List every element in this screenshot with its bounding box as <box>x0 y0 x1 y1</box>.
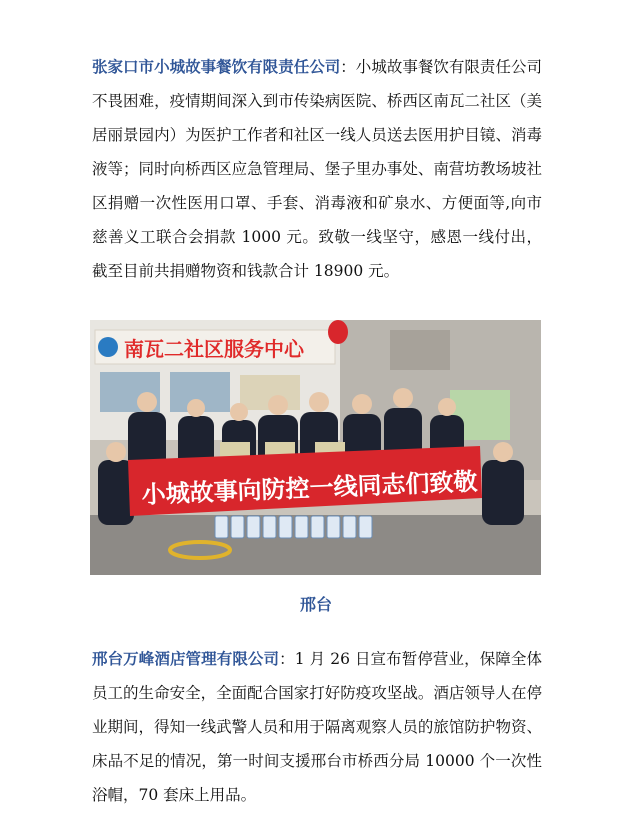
colon: ： <box>340 58 356 76</box>
paragraph-body: 小城故事餐饮有限责任公司不畏困难，疫情期间深入到市传染病医院、桥西区南瓦二社区（美居丽景园内）为医护工作者和社区一线人员送去医用护目镜、消毒液等；同时向桥西区应急管理局、堡子里办事处、南营坊教场坡社区捐赠一次性医用口罩、手套、消毒液和矿泉水、方便面等,向市慈善义工联合会捐款 1000 元。致敬一线坚守，感恩一线付出，截至目前共捐赠物资和钱款合计 18900 元。 <box>92 58 542 280</box>
company-name: 张家口市小城故事餐饮有限责任公司 <box>92 57 341 76</box>
donation-photo <box>90 320 541 575</box>
logo-icon <box>98 337 118 357</box>
paragraph-xingtai <box>92 642 542 812</box>
paragraph-zhangjiakou <box>92 50 542 288</box>
banner-text: 小城故事向防控一线同志们致敬 <box>141 467 478 509</box>
paragraph-body: 1 月 26 日宣布暂停营业，保障全体员工的生命安全，全面配合国家打好防疫攻坚战。酒店领导人在停业期间，得知一线武警人员和用于隔离观察人员的旅馆防护物资、床品不足的情况，第一时间支援邢台市桥西分局 10000 个一次性浴帽，70 套床上用品。 <box>92 650 542 804</box>
building-sign: 南瓦二社区服务中心 <box>124 337 304 361</box>
company-name: 邢台万峰酒店管理有限公司 <box>92 649 280 668</box>
section-heading-xingtai: 邢台 <box>299 595 332 614</box>
colon: ： <box>279 650 295 668</box>
